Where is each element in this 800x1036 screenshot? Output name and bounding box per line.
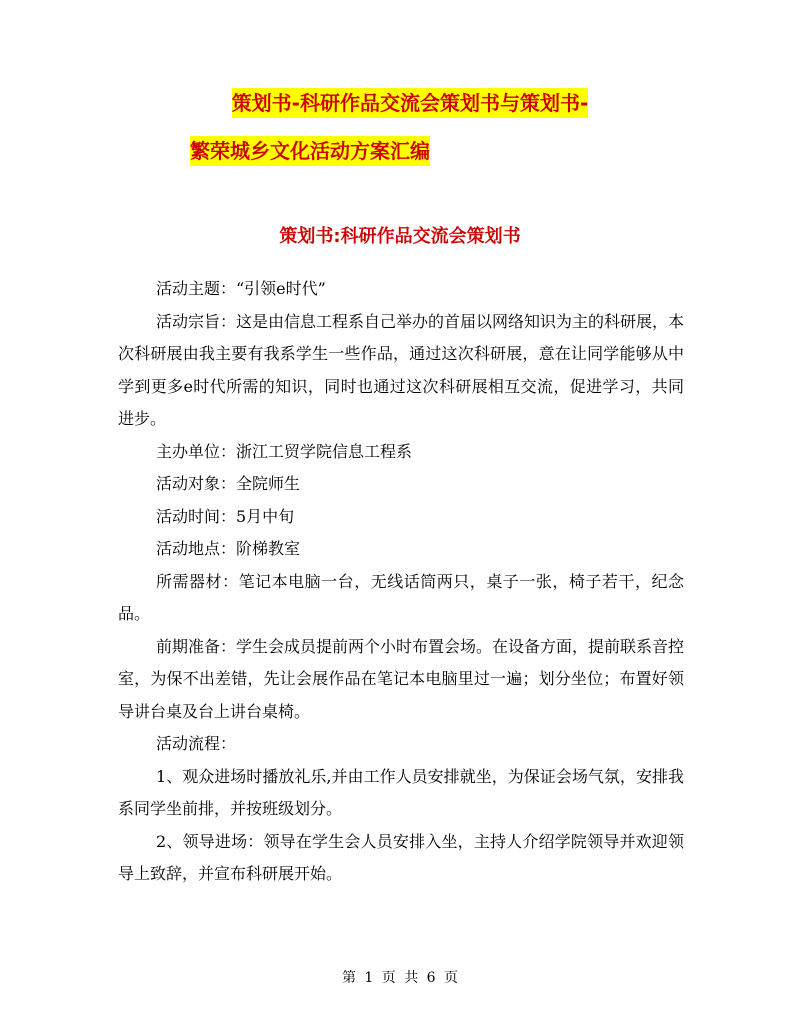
document-body xyxy=(118,273,684,891)
paragraph-time: 活动时间：5月中旬 xyxy=(156,506,295,526)
paragraph-preparation: 前期准备：学生会成员提前两个小时布置会场。在设备方面，提前联系音控室，为保不出差错，先让会展作品在笔记本电脑里过一遍；划分坐位；布置好领导讲台桌及台上讲台桌椅。 xyxy=(118,636,685,721)
page-footer: 第 1 页 共 6 页 xyxy=(341,970,459,986)
paragraph-purpose: 活动宗旨：这是由信息工程系自己举办的首届以网络知识为主的科研展，本次科研展由我主要有我系学生一些作品，通过这次科研展，意在让同学能够从中学到更多e时代所需的知识，同时也通过这次科研展相互交流，促进学习，共同进步。 xyxy=(118,311,685,428)
paragraph-organizer: 主办单位：浙江工贸学院信息工程系 xyxy=(156,441,413,461)
title-line-1: 策划书-科研作品交流会策划书与策划书- xyxy=(232,88,589,118)
paragraph-step-2: 2、领导进场：领导在学生会人员安排入坐，主持人介绍学院领导并欢迎领导上致辞，并宣布科研展开始。 xyxy=(118,831,684,883)
document-title xyxy=(0,88,800,184)
paragraph-audience: 活动对象：全院师生 xyxy=(156,474,301,493)
title-line-2: 繁荣城乡文化活动方案汇编 xyxy=(190,136,430,166)
paragraph-step-1: 1、观众进场时播放礼乐,并由工作人员安排就坐，为保证会场气氛，安排我系同学坐前排，并按班级划分。 xyxy=(118,766,684,818)
paragraph-process-heading: 活动流程： xyxy=(156,734,237,753)
paragraph-theme: 活动主题：“引领e时代” xyxy=(156,279,326,298)
paragraph-location: 活动地点：阶梯教室 xyxy=(156,539,301,558)
paragraph-equipment: 所需器材：笔记本电脑一台，无线话筒两只，桌子一张，椅子若干，纪念品。 xyxy=(118,571,684,623)
section-heading: 策划书:科研作品交流会策划书 xyxy=(279,226,521,247)
